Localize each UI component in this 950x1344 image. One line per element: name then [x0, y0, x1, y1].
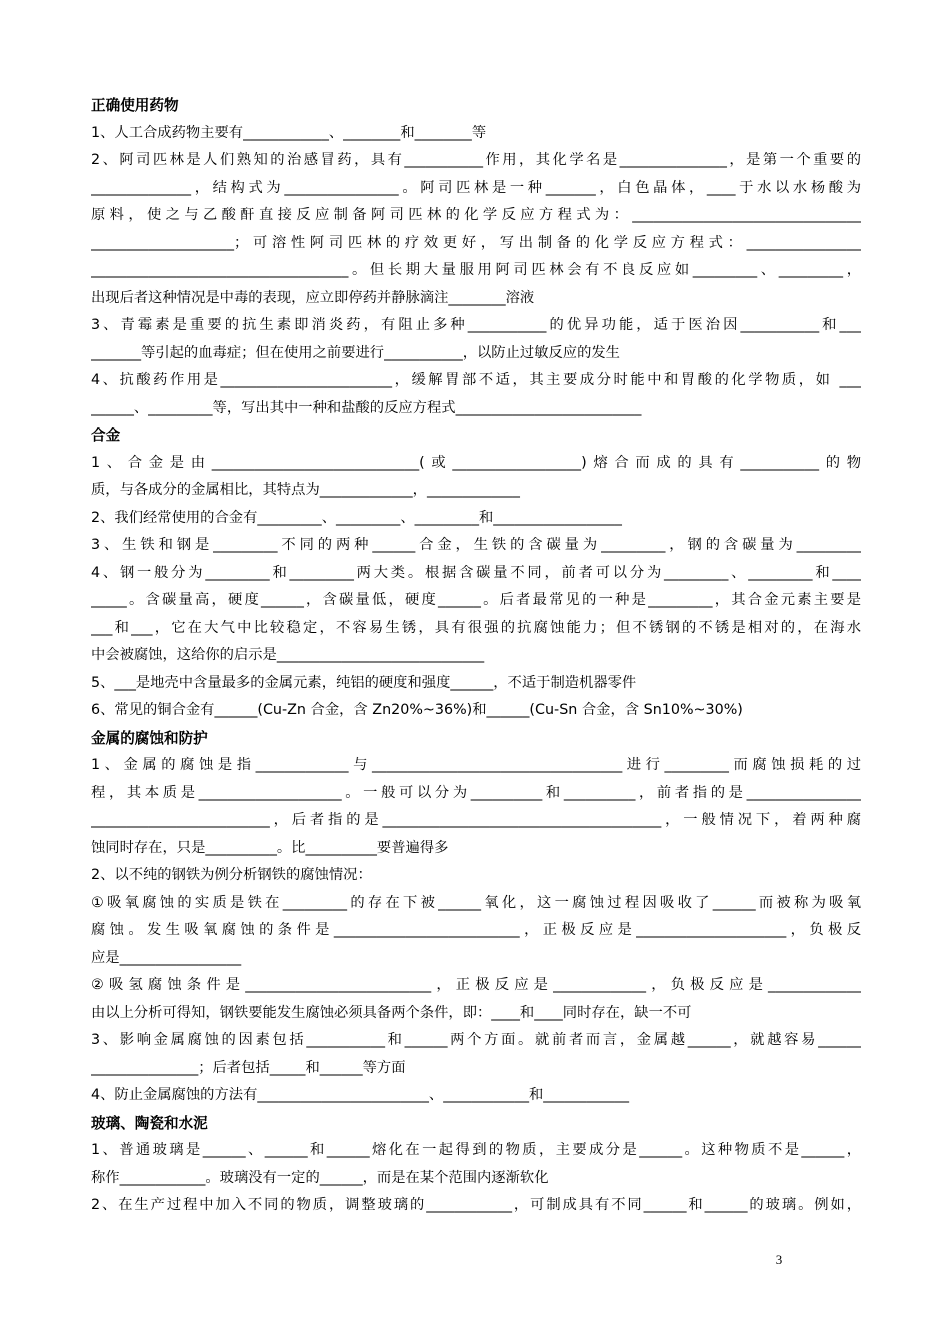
text-line: 称作____________。玻璃没有一定的______，而是在某个范围内逐渐软化	[91, 1169, 549, 1186]
text-line: 应是_________________	[91, 949, 242, 966]
text-line: 6、常见的铜合金有______(Cu-Zn 合金，含 Zn20%~36%)和______(Cu-Sn 合金，含 Sn10%~30%)	[91, 702, 743, 718]
text-line: 蚀同时存在，只是__________。比__________要普遍得多	[91, 839, 449, 856]
text-line: 出现后者这种情况是中毒的表现，应立即停药并静脉滴注________溶液	[91, 289, 535, 306]
text-line: 4、防止金属腐蚀的方法有________________________、____________和____________	[91, 1087, 630, 1103]
text-line: ______、_________等，写出其中一种和盐酸的反应方程式__________________________	[91, 399, 642, 416]
text-line: 1、人工合成药物主要有____________、________和________等	[91, 124, 487, 141]
text-line: 程，其本质是____________________。一般可以分为__________和__________，前者指的是________________	[91, 784, 861, 801]
text-line: 2、以不纯的钢铁为例分析钢铁的腐蚀情况：	[91, 867, 372, 883]
section-title: 金属的腐蚀和防护	[91, 729, 208, 747]
text-line: 3、生铁和钢是_________不同的两种______合金，生铁的含碳量为_________，钢的含碳量为_________	[91, 537, 861, 553]
text-line: 2、我们经常使用的合金有_________、_________、_________和__________________	[91, 509, 622, 526]
text-line: ②吸氢腐蚀条件是__________________________，正极反应是_____________，负极反应是_____________	[91, 977, 861, 993]
text-line: 1、合金是由_____________________________(或__________________)熔合而成的具有___________的物	[91, 454, 861, 471]
text-line: 1、金属的腐蚀是指_____________与___________________________________进行_________而腐蚀损耗的过	[91, 757, 861, 773]
section-title: 玻璃、陶瓷和水泥	[91, 1114, 208, 1132]
worksheet-content	[91, 92, 861, 1220]
text-line: ____________________________________。但长期大量服用阿司匹林会有不良反应如_________、_________，	[91, 262, 861, 278]
text-line: 质，与各成分的金属相比，其特点为_____________，_____________	[91, 482, 520, 498]
text-line: 原料，使之与乙酸酐直接反应制备阿司匹林的化学反应方程式为：________________________________	[91, 207, 861, 223]
page-number: 3	[775, 1252, 783, 1267]
text-line: _____。含碳量高，硬度______，含碳量低，硬度______。后者最常见的一种是_________，其合金元素主要是	[91, 592, 861, 608]
text-line: 2、阿司匹林是人们熟知的治感冒药，具有___________作用，其化学名是_______________，是第一个重要的	[91, 152, 861, 168]
text-line: 3、影响金属腐蚀的因素包括___________和______两个方面。就前者而言，金属越______，就越容易______	[91, 1032, 861, 1048]
text-line: 2、在生产过程中加入不同的物质，调整玻璃的____________，可制成具有不同______和______的玻璃。例如，	[91, 1197, 861, 1213]
text-line: 5、___是地壳中含量最多的金属元素，纯铝的硬度和强度______，不适于制造机器零件	[91, 674, 637, 691]
text-line: 1、普通玻璃是______、______和______熔化在一起得到的物质，主要成分是______。这种物质不是______，	[91, 1142, 861, 1158]
text-line: _________________________，后者指的是_______________________________________，一般情况下，着两种腐	[91, 812, 861, 828]
text-line: 4、抗酸药作用是________________________，缓解胃部不适，其主要成分时能中和胃酸的化学物质，如 ___	[91, 372, 861, 388]
text-line: _______________；后者包括_____和______等方面	[91, 1059, 406, 1076]
text-line: 由以上分析可得知，钢铁要能发生腐蚀必须具备两个条件，即：____和____同时存在，缺一不可	[91, 1004, 692, 1021]
text-line: ___和___，它在大气中比较稳定，不容易生锈，具有很强的抗腐蚀能力；但不锈钢的不锈是相对的，在海水	[91, 619, 861, 636]
text-line: 腐蚀。发生吸氧腐蚀的条件是__________________________，正极反应是_____________________，负极反	[91, 922, 861, 938]
section-title: 合金	[91, 427, 121, 444]
text-line: ______________，结构式为________________。阿司匹林是一种_______，白色晶体，____于水以水杨酸为	[91, 179, 861, 196]
text-line: ①吸氧腐蚀的实质是铁在_________的存在下被______氧化，这一腐蚀过程因吸收了______而被称为吸氧	[91, 894, 861, 911]
text-line: _______等引起的血毒症；但在使用之前要进行___________，以防止过敏反应的发生	[91, 344, 620, 361]
section-title: 正确使用药物	[91, 97, 179, 114]
text-line: ____________________；可溶性阿司匹林的疗效更好，写出制备的化学反应方程式：________________	[91, 234, 861, 251]
text-line: 中会被腐蚀，这给你的启示是_____________________________	[91, 647, 485, 663]
text-line: 4、钢一般分为_________和_________两大类。根据含碳量不同，前者可以分为_________、_________和____	[91, 564, 861, 581]
text-line: 3、青霉素是重要的抗生素即消炎药，有阻止多种___________的优异功能，适于医治因___________和___	[91, 317, 861, 333]
